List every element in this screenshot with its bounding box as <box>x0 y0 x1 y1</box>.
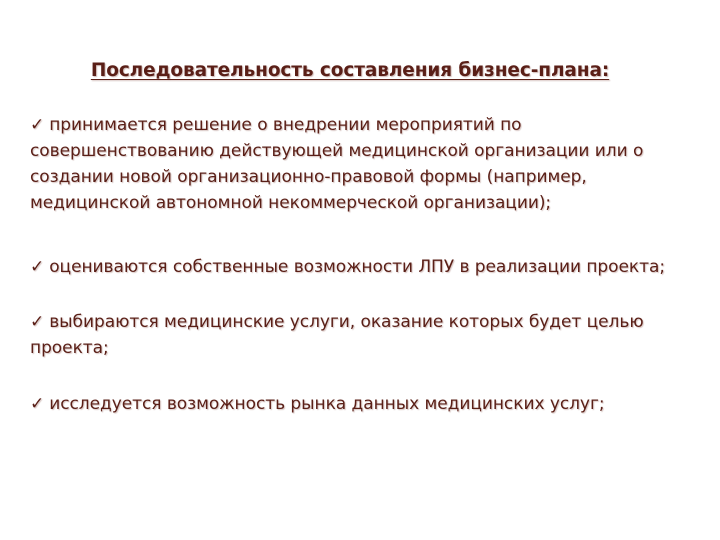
slide-title: Последовательность составления бизнес-плана: <box>90 60 610 81</box>
checkmark-icon: ✓ <box>30 257 45 277</box>
bullet-text: оцениваются собственные возможности ЛПУ в реализации проекта; <box>49 257 666 277</box>
bullet-item <box>30 391 690 417</box>
bullet-text: принимается решение о внедрении мероприятий по совершенствованию действующей медицинской организации или о создании новой организационно-правовой формы (например, медицинской автономной некоммерческой организации); <box>30 115 644 213</box>
bullet-item <box>30 254 690 280</box>
checkmark-icon: ✓ <box>30 394 45 414</box>
bullet-item <box>30 112 690 216</box>
bullet-text: исследуется возможность рынка данных медицинских услуг; <box>49 394 605 414</box>
bullet-text: выбираются медицинские услуги, оказание которых будет целью проекта; <box>30 312 644 358</box>
checkmark-icon: ✓ <box>30 312 45 332</box>
checkmark-icon: ✓ <box>30 115 45 135</box>
bullet-item <box>30 309 690 361</box>
bullet-list <box>30 112 690 417</box>
